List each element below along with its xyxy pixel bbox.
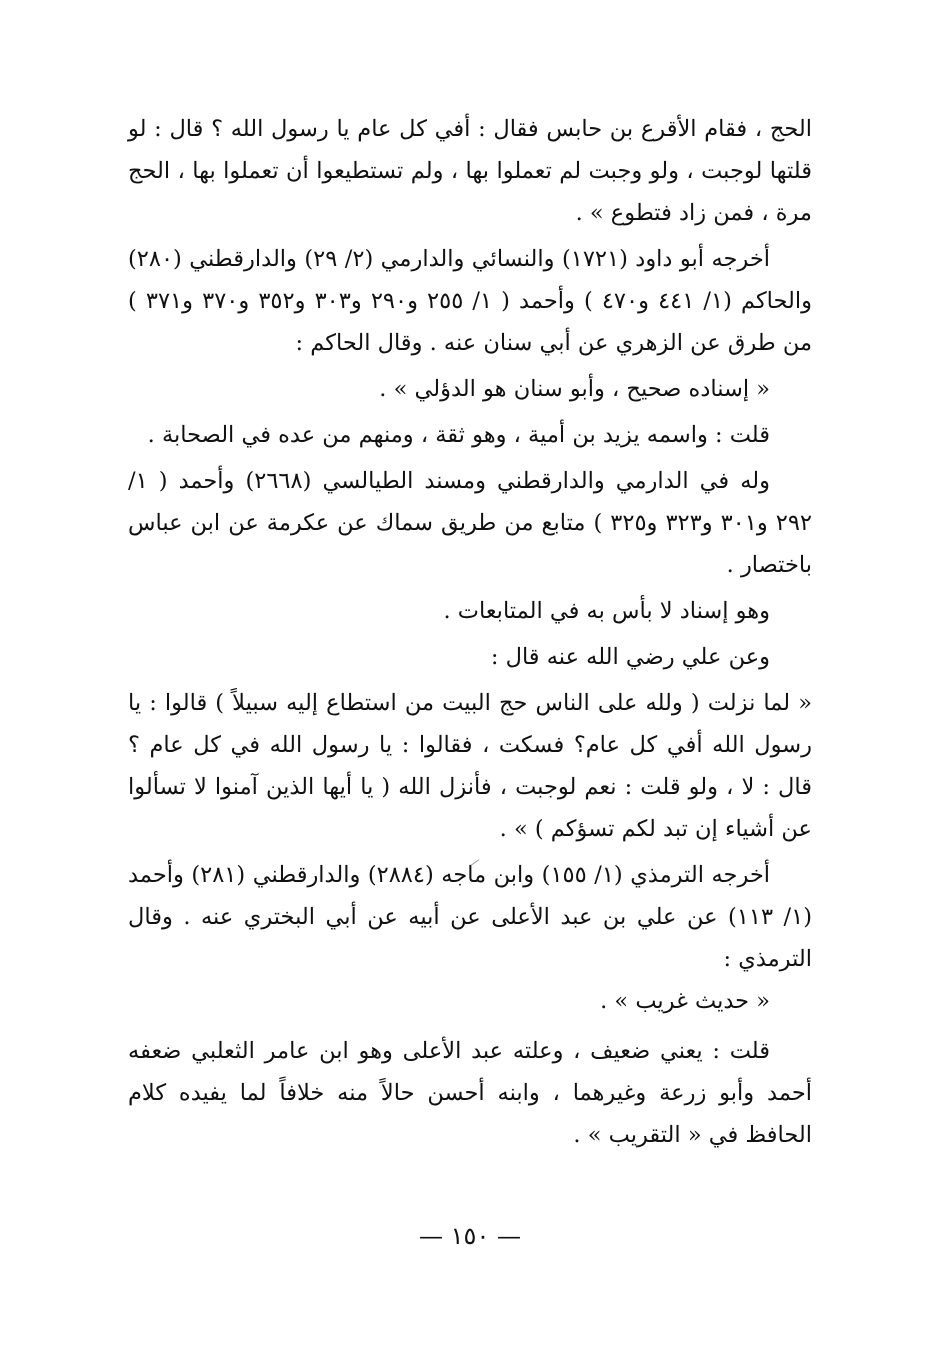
page-number: — ١٥٠ — bbox=[419, 1222, 521, 1250]
paragraph-hakim-quote: « إسناده صحيح ، وأبو سنان هو الدؤلي » . bbox=[379, 376, 770, 402]
paragraph-tirmidhi-verdict: « حديث غريب » . bbox=[600, 988, 770, 1014]
paragraph-hadith-end: الحج ، فقام الأقرع بن حابس فقال : أفي كل عام يا رسول الله ؟ قال : لو قلتها لوجبت ، ولو وجبت لم تعملوا بها ، ولم تستطيعوا أن تعملوا بها ، الحج مرة ، فمن زاد فتطوع » . bbox=[128, 116, 812, 226]
page-body bbox=[128, 108, 812, 1156]
paragraph-ali-hadith: « لما نزلت ( ولله على الناس حج البيت من استطاع إليه سبيلاً ) قالوا : يا رسول الله أفي كل عام؟ فسكت ، فقالوا : يا رسول الله في كل عام ؟ قال : لا ، ولو قلت : نعم لوجبت ، فأنزل الله ( يا أيها الذين آمنوا لا تسألوا عن أشياء إن تبد لكم تسؤكم ) » . bbox=[128, 690, 812, 842]
paragraph-darimi-followup: وله في الدارمي والدارقطني ومسند الطيالسي (٢٦٦٨) وأحمد ( ١/ ٢٩٢ و٣٠١ و٣٢٣ و٣٢٥ ) متابع من طريق سماك عن عكرمة عن ابن عباس باختصار . bbox=[128, 468, 813, 578]
paragraph-weakness-note: قلت : يعني ضعيف ، وعلته عبد الأعلى وهو ابن عامر الثعلبي ضعفه أحمد وأبو زرعة وغيرهما ، وابنه أحسن حالاً منه خلافاً لما يفيده كلام الحافظ في « التقريب » . bbox=[128, 1038, 812, 1148]
paragraph-note-yazid: قلت : واسمه يزيد بن أمية ، وهو ثقة ، ومنهم من عده في الصحابة . bbox=[147, 422, 770, 448]
paragraph-takhrij-tirmidhi: أخرجه الترمذي (١/ ١٥٥) وابن ماجه (٢٨٨٤) والدارقطني (٢٨١) وأحمد (١/ ١١٣) عن علي بن عبد الأعلى عن أبيه عن أبي البختري عنه . وقال الترمذي : bbox=[128, 862, 812, 972]
paragraph-isnad-note: وهو إسناد لا بأس به في المتابعات . bbox=[443, 598, 770, 624]
paragraph-takhrij-abu-dawud: أخرجه أبو داود (١٧٢١) والنسائي والدارمي (٢/ ٢٩) والدارقطني (٢٨٠) والحاكم (١/ ٤٤١ و٤٧٠ ) وأحمد ( ١/ ٢٥٥ و٢٩٠ و٣٠٣ و٣٥٢ و٣٧٠ و٣٧١ ) من طرق عن الزهري عن أبي سنان عنه . وقال الحاكم : bbox=[128, 246, 813, 356]
paragraph-ali-intro: وعن علي رضي الله عنه قال : bbox=[490, 644, 770, 670]
